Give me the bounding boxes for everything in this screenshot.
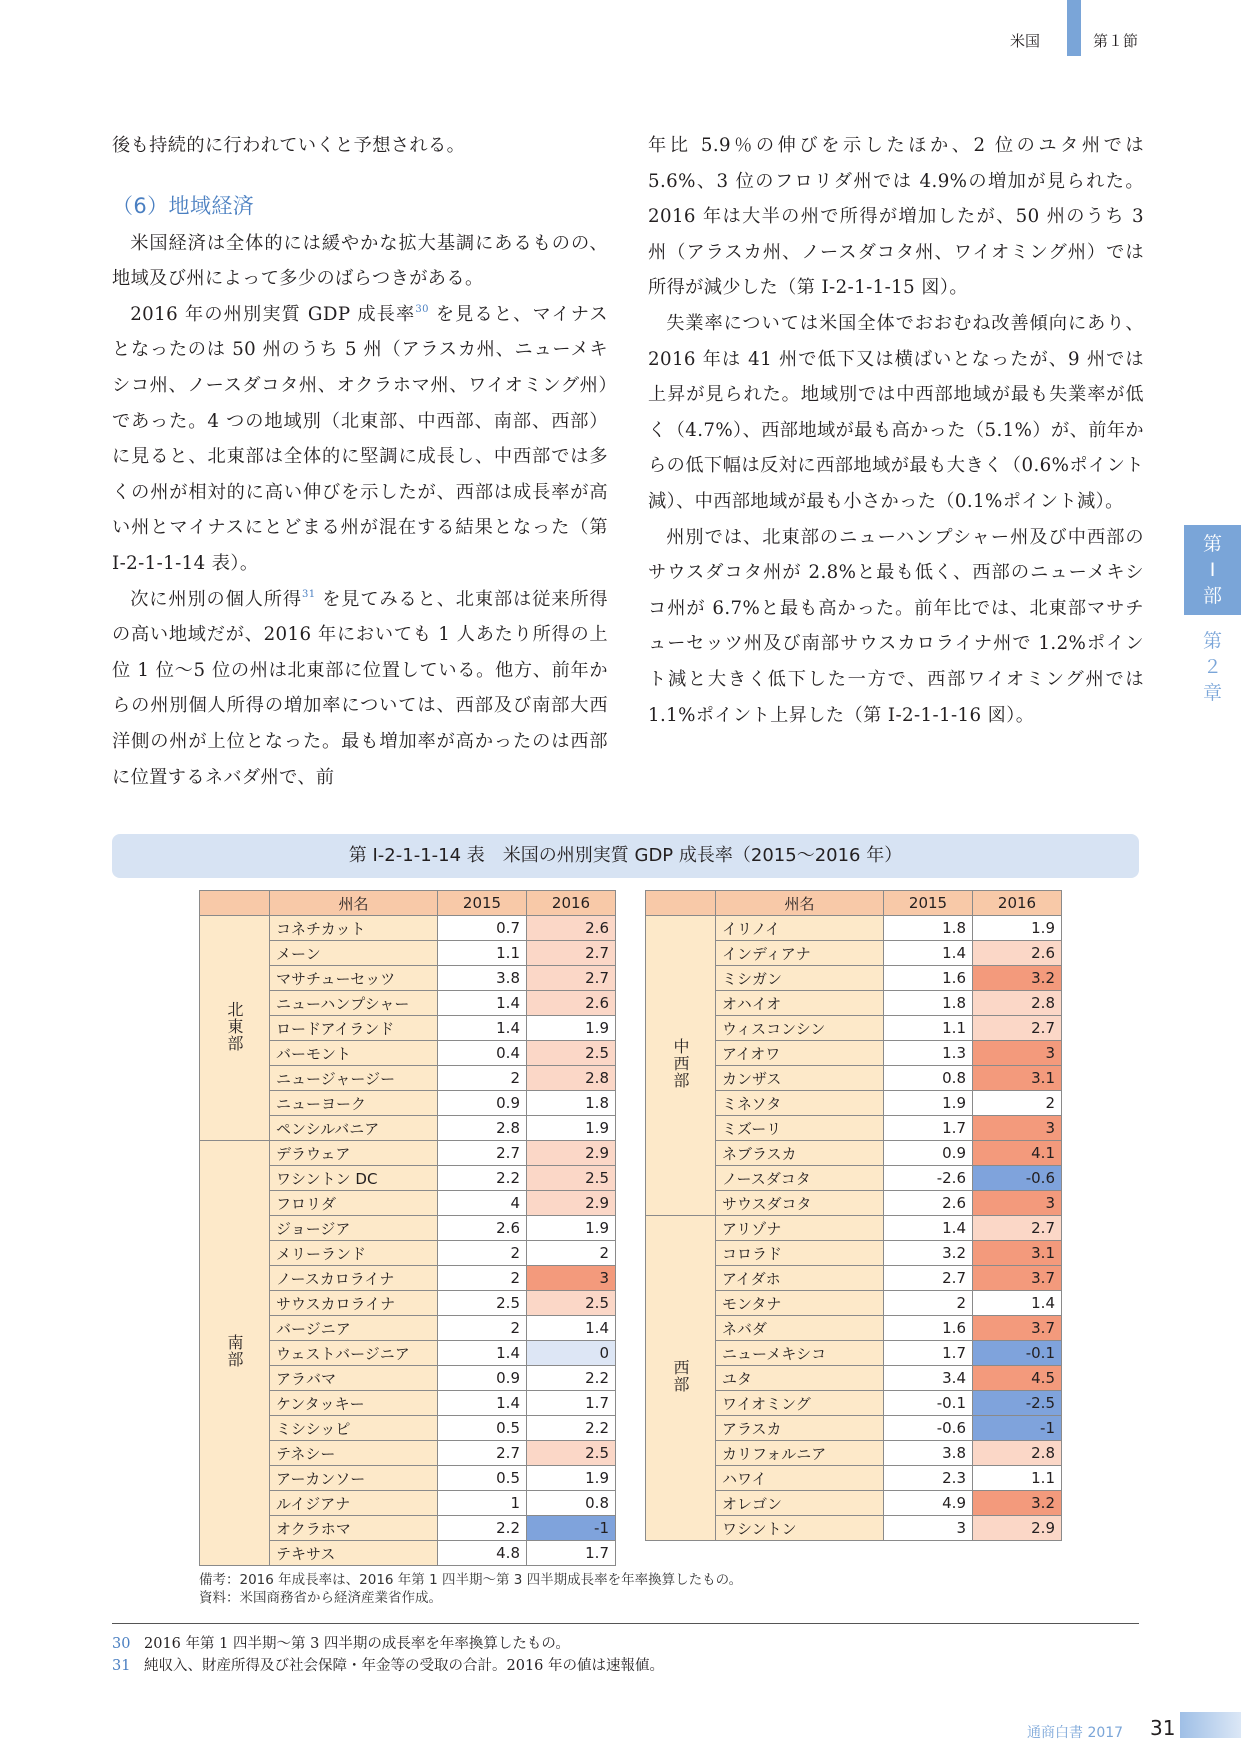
state-name: ネバダ xyxy=(716,1316,884,1341)
footnote-ref: 31 xyxy=(301,588,316,600)
value-2016: 2.5 xyxy=(527,1291,616,1316)
state-name: ニュージャージー xyxy=(270,1066,438,1091)
value-2016: 1.8 xyxy=(527,1091,616,1116)
state-name: ハワイ xyxy=(716,1466,884,1491)
region-label: 北東部 xyxy=(225,1000,244,1052)
value-2015: 0.5 xyxy=(438,1466,527,1491)
value-2015: 0.9 xyxy=(884,1141,973,1166)
state-name: サウスダコタ xyxy=(716,1191,884,1216)
state-name: ノースカロライナ xyxy=(270,1266,438,1291)
paragraph xyxy=(112,297,608,582)
value-2015: 4 xyxy=(438,1191,527,1216)
value-2016: 1.9 xyxy=(527,1116,616,1141)
state-name: ウィスコンシン xyxy=(716,1016,884,1041)
value-2015: 2.2 xyxy=(438,1166,527,1191)
value-2016: 1.9 xyxy=(973,916,1062,941)
value-2015: 1.4 xyxy=(884,941,973,966)
value-2016: 1.9 xyxy=(527,1466,616,1491)
state-name: ワシントン DC xyxy=(270,1166,438,1191)
state-name: アラスカ xyxy=(716,1416,884,1441)
state-name: ルイジアナ xyxy=(270,1491,438,1516)
paragraph-text: 2016 年の州別実質 GDP 成長率 xyxy=(130,303,416,325)
value-2016: 0 xyxy=(527,1341,616,1366)
section-heading: （6）地域経済 xyxy=(112,193,255,218)
paragraph xyxy=(112,128,608,164)
value-2015: 1.1 xyxy=(884,1016,973,1041)
state-name: ロードアイランド xyxy=(270,1016,438,1041)
value-2015: 2.3 xyxy=(884,1466,973,1491)
state-name: ウェストバージニア xyxy=(270,1341,438,1366)
value-2016: 3.2 xyxy=(973,1491,1062,1516)
footnote-ref: 30 xyxy=(415,303,429,315)
state-name: インディアナ xyxy=(716,941,884,966)
value-2016: 2.6 xyxy=(527,991,616,1016)
value-2015: 2.7 xyxy=(884,1266,973,1291)
value-2016: 0.8 xyxy=(527,1491,616,1516)
value-2015: 2.5 xyxy=(438,1291,527,1316)
value-2015: 1.9 xyxy=(884,1091,973,1116)
region-cell xyxy=(646,1216,716,1541)
state-name: フロリダ xyxy=(270,1191,438,1216)
paragraph xyxy=(112,226,608,297)
state-name: オハイオ xyxy=(716,991,884,1016)
value-2015: 1.3 xyxy=(884,1041,973,1066)
state-name: アリゾナ xyxy=(716,1216,884,1241)
state-name: メーン xyxy=(270,941,438,966)
value-2015: 2.6 xyxy=(884,1191,973,1216)
paragraph xyxy=(648,128,1144,306)
value-2016: -1 xyxy=(527,1516,616,1541)
value-2016: 2.6 xyxy=(973,941,1062,966)
value-2016: -0.6 xyxy=(973,1166,1062,1191)
value-2015: 2.6 xyxy=(438,1216,527,1241)
region-cell xyxy=(646,916,716,1216)
value-2016: 2 xyxy=(527,1241,616,1266)
value-2015: 1.1 xyxy=(438,941,527,966)
value-2015: 3.8 xyxy=(884,1441,973,1466)
table-header-row xyxy=(200,891,616,916)
header-bar xyxy=(1067,0,1081,56)
value-2015: 0.9 xyxy=(438,1091,527,1116)
value-2016: -2.5 xyxy=(973,1391,1062,1416)
region-label: 中西部 xyxy=(671,1038,690,1089)
table-row xyxy=(200,916,616,941)
state-name: コネチカット xyxy=(270,916,438,941)
value-2016: 3.7 xyxy=(973,1266,1062,1291)
state-name: バーモント xyxy=(270,1041,438,1066)
value-2016: 4.5 xyxy=(973,1366,1062,1391)
state-name: オレゴン xyxy=(716,1491,884,1516)
value-2015: 1.4 xyxy=(438,1016,527,1041)
region-label: 南部 xyxy=(225,1334,244,1368)
value-2016: 2 xyxy=(973,1091,1062,1116)
value-2016: 3.1 xyxy=(973,1066,1062,1091)
value-2015: 0.8 xyxy=(884,1066,973,1091)
part-tab-label: 第 I 部 xyxy=(1202,533,1222,607)
table-header-row xyxy=(646,891,1062,916)
paragraph-text: 年比 5.9％の伸びを示したほか、2 位のユタ州では 5.6%、3 位のフロリダ州では 4.9%の増加が見られた。2016 年は大半の州で所得が増加したが、50 州のうち 3 州（アラスカ州、ノースダコタ州、ワイオミング州）では所得が減少した（第 I-2-1-1-15 図）。 xyxy=(648,135,1144,299)
state-name: テネシー xyxy=(270,1441,438,1466)
table-row xyxy=(646,916,1062,941)
value-2016: 2.9 xyxy=(527,1191,616,1216)
state-name: ケンタッキー xyxy=(270,1391,438,1416)
state-name: ジョージア xyxy=(270,1216,438,1241)
table-title: 第 I-2-1-1-14 表 米国の州別実質 GDP 成長率（2015〜2016 年） xyxy=(112,834,1139,878)
value-2015: 3.4 xyxy=(884,1366,973,1391)
table-notes xyxy=(199,1571,742,1607)
header-section: 米国 xyxy=(1010,32,1041,50)
value-2015: 2 xyxy=(438,1316,527,1341)
text-column-right xyxy=(648,128,1144,733)
value-2016: 1.4 xyxy=(973,1291,1062,1316)
paragraph xyxy=(648,306,1144,520)
value-2015: 2 xyxy=(438,1066,527,1091)
value-2015: 3.2 xyxy=(884,1241,973,1266)
column-header: 2016 xyxy=(527,891,616,916)
column-header: 州名 xyxy=(716,891,884,916)
state-name: カリフォルニア xyxy=(716,1441,884,1466)
value-2015: -0.6 xyxy=(884,1416,973,1441)
state-name: ペンシルバニア xyxy=(270,1116,438,1141)
value-2016: 1.9 xyxy=(527,1216,616,1241)
footnote-number: 30 xyxy=(112,1636,131,1652)
state-name: サウスカロライナ xyxy=(270,1291,438,1316)
value-2015: 0.9 xyxy=(438,1366,527,1391)
value-2016: 1.7 xyxy=(527,1541,616,1566)
region-header xyxy=(200,891,270,916)
value-2016: 3.2 xyxy=(973,966,1062,991)
value-2015: 0.5 xyxy=(438,1416,527,1441)
value-2016: 2.9 xyxy=(527,1141,616,1166)
paragraph-text: 米国経済は全体的には緩やかな拡大基調にあるものの、地域及び州によって多少のばらつきがある。 xyxy=(112,232,608,290)
value-2016: 2.7 xyxy=(973,1016,1062,1041)
column-header: 2016 xyxy=(973,891,1062,916)
gdp-table-right xyxy=(645,890,1062,1541)
value-2016: 2.2 xyxy=(527,1416,616,1441)
value-2015: 1.7 xyxy=(884,1341,973,1366)
value-2016: 2.8 xyxy=(527,1066,616,1091)
value-2016: 2.5 xyxy=(527,1166,616,1191)
table-source: 資料：米国商務省から経済産業省作成。 xyxy=(199,1590,442,1606)
region-header xyxy=(646,891,716,916)
state-name: ユタ xyxy=(716,1366,884,1391)
value-2016: 1.1 xyxy=(973,1466,1062,1491)
value-2016: -0.1 xyxy=(973,1341,1062,1366)
value-2016: 3.7 xyxy=(973,1316,1062,1341)
paragraph-text: を見てみると、北東部は従来所得の高い地域だが、2016 年においても 1 人あたり所得の上位 1 位〜5 位の州は北東部に位置している。他方、前年からの州別個人所得の増加率については、西部及び南部大西洋側の州が上位となった。最も増加率が高かったのは西部に位置するネバダ州で、前 xyxy=(112,588,609,788)
footnotes xyxy=(112,1633,664,1677)
state-name: イリノイ xyxy=(716,916,884,941)
paragraph-text: を見ると、マイナスとなったのは 50 州のうち 5 州（アラスカ州、ニューメキシコ州、ノースダコタ州、オクラホマ州、ワイオミング州）であった。4 つの地域別（北東部、中西部、南部、西部）に見ると、北東部は全体的に堅調に成長し、中西部では多くの州が相対的に高い伸びを示したが、西部は成長率が高い州とマイナスにとどまる州が混在する結果となった（第 I-2-1-1-14 表）。 xyxy=(112,303,608,574)
paragraph xyxy=(648,520,1144,734)
value-2015: 0.4 xyxy=(438,1041,527,1066)
state-name: ミズーリ xyxy=(716,1116,884,1141)
text-column-left xyxy=(112,128,608,795)
state-name: テキサス xyxy=(270,1541,438,1566)
paragraph xyxy=(112,582,608,796)
state-name: アイダホ xyxy=(716,1266,884,1291)
value-2015: 2 xyxy=(884,1291,973,1316)
state-name: ワシントン xyxy=(716,1516,884,1541)
paragraph-text: 州別では、北東部のニューハンプシャー州及び中西部のサウスダコタ州が 2.8%と最も低く、西部のニューメキシコ州が 6.7%と最も高かった。前年比では、北東部マサチューセッツ州及び南部サウスカロライナ州で 1.2%ポイント減と大きく低下した一方で、西部ワイオミング州では 1.1%ポイント上昇した（第 I-2-1-1-16 図）。 xyxy=(648,526,1144,726)
value-2016: 3.1 xyxy=(973,1241,1062,1266)
value-2015: 2.7 xyxy=(438,1141,527,1166)
value-2016: 3 xyxy=(527,1266,616,1291)
value-2015: 2 xyxy=(438,1266,527,1291)
footer-bar xyxy=(1180,1712,1241,1738)
value-2016: 3 xyxy=(973,1116,1062,1141)
value-2015: 2 xyxy=(438,1241,527,1266)
value-2016: 1.7 xyxy=(527,1391,616,1416)
header-chapter-section: 第１節 xyxy=(1093,32,1139,50)
value-2015: 1.4 xyxy=(438,1341,527,1366)
value-2016: 2.8 xyxy=(973,991,1062,1016)
state-name: ミシガン xyxy=(716,966,884,991)
state-name: ワイオミング xyxy=(716,1391,884,1416)
footnote-text: 2016 年第 1 四半期〜第 3 四半期の成長率を年率換算したもの。 xyxy=(144,1636,570,1652)
state-name: ノースダコタ xyxy=(716,1166,884,1191)
footnote xyxy=(112,1655,664,1677)
value-2015: 2.7 xyxy=(438,1441,527,1466)
footnote-text: 純収入、財産所得及び社会保障・年金等の受取の合計。2016 年の値は速報値。 xyxy=(144,1658,665,1674)
state-name: マサチューセッツ xyxy=(270,966,438,991)
region-cell xyxy=(200,916,270,1141)
value-2016: 2.7 xyxy=(527,941,616,966)
value-2016: 2.5 xyxy=(527,1041,616,1066)
value-2016: 4.1 xyxy=(973,1141,1062,1166)
value-2015: 2.8 xyxy=(438,1116,527,1141)
state-name: カンザス xyxy=(716,1066,884,1091)
value-2016: 2.2 xyxy=(527,1366,616,1391)
footnote-number: 31 xyxy=(112,1658,131,1674)
column-header: 2015 xyxy=(884,891,973,916)
footnote-divider xyxy=(112,1623,1139,1624)
value-2015: 2.2 xyxy=(438,1516,527,1541)
table-note: 備考：2016 年成長率は、2016 年第 1 四半期〜第 3 四半期成長率を年率換算したもの。 xyxy=(199,1572,743,1588)
value-2015: 1.7 xyxy=(884,1116,973,1141)
value-2016: 2.7 xyxy=(527,966,616,991)
value-2015: 3 xyxy=(884,1516,973,1541)
value-2016: 2.6 xyxy=(527,916,616,941)
state-name: デラウェア xyxy=(270,1141,438,1166)
value-2015: -2.6 xyxy=(884,1166,973,1191)
value-2015: 4.9 xyxy=(884,1491,973,1516)
value-2016: 2.7 xyxy=(973,1216,1062,1241)
value-2015: 0.7 xyxy=(438,916,527,941)
value-2016: 2.9 xyxy=(973,1516,1062,1541)
value-2015: 1.4 xyxy=(438,991,527,1016)
value-2015: 1.8 xyxy=(884,991,973,1016)
value-2016: 2.8 xyxy=(973,1441,1062,1466)
state-name: ニューヨーク xyxy=(270,1091,438,1116)
state-name: ニューメキシコ xyxy=(716,1341,884,1366)
paragraph-text: 次に州別の個人所得 xyxy=(130,588,302,610)
state-name: アラバマ xyxy=(270,1366,438,1391)
paragraph-text: 後も持続的に行われていくと予想される。 xyxy=(112,135,466,156)
value-2016: 1.9 xyxy=(527,1016,616,1041)
column-header: 2015 xyxy=(438,891,527,916)
part-tab xyxy=(1184,525,1241,615)
value-2015: 1.4 xyxy=(438,1391,527,1416)
state-name: ミネソタ xyxy=(716,1091,884,1116)
state-name: ミシシッピ xyxy=(270,1416,438,1441)
value-2016: 1.4 xyxy=(527,1316,616,1341)
value-2015: 1 xyxy=(438,1491,527,1516)
value-2015: 3.8 xyxy=(438,966,527,991)
column-header: 州名 xyxy=(270,891,438,916)
state-name: ニューハンプシャー xyxy=(270,991,438,1016)
state-name: バージニア xyxy=(270,1316,438,1341)
value-2016: 3 xyxy=(973,1191,1062,1216)
state-name: モンタナ xyxy=(716,1291,884,1316)
state-name: オクラホマ xyxy=(270,1516,438,1541)
value-2015: 1.6 xyxy=(884,1316,973,1341)
chapter-tab-label: 第 ２ 章 xyxy=(1202,630,1222,704)
value-2015: 4.8 xyxy=(438,1541,527,1566)
value-2016: 3 xyxy=(973,1041,1062,1066)
region-cell xyxy=(200,1141,270,1566)
gdp-table-left xyxy=(199,890,616,1566)
value-2015: -0.1 xyxy=(884,1391,973,1416)
table-row xyxy=(646,1216,1062,1241)
state-name: アイオワ xyxy=(716,1041,884,1066)
state-name: コロラド xyxy=(716,1241,884,1266)
state-name: アーカンソー xyxy=(270,1466,438,1491)
value-2016: -1 xyxy=(973,1416,1062,1441)
value-2016: 2.5 xyxy=(527,1441,616,1466)
value-2015: 1.4 xyxy=(884,1216,973,1241)
footer-publication: 通商白書 2017 xyxy=(1027,1725,1124,1741)
value-2015: 1.8 xyxy=(884,916,973,941)
footnote xyxy=(112,1633,664,1655)
state-name: メリーランド xyxy=(270,1241,438,1266)
page-number: 31 xyxy=(1150,1716,1176,1740)
region-label: 西部 xyxy=(671,1359,690,1393)
paragraph-text: 失業率については米国全体でおおむね改善傾向にあり、2016 年は 41 州で低下又は横ばいとなったが、9 州では上昇が見られた。地域別では中西部地域が最も失業率が低く（4.7%）、西部地域が最も高かった（5.1%）が、前年からの低下幅は反対に西部地域が最も大きく（0.6%ポイント減）、中西部地域が最も小さかった（0.1%ポイント減）。 xyxy=(648,312,1144,512)
state-name: ネブラスカ xyxy=(716,1141,884,1166)
table-row xyxy=(200,1141,616,1166)
value-2015: 1.6 xyxy=(884,966,973,991)
